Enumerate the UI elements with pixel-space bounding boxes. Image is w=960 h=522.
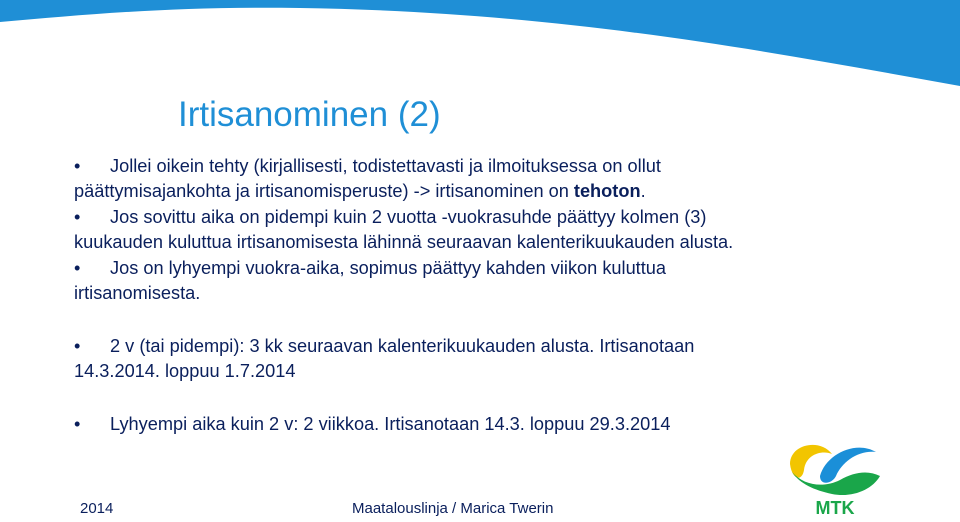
bullet-4-line1: 2 v (tai pidempi): 3 kk seuraavan kalenterikuukauden alusta. Irtisanotaan — [110, 336, 695, 356]
bullet-4-line2: 14.3.2014. loppuu 1.7.2014 — [74, 361, 296, 381]
bullet-1-emphasis: tehoton — [573, 181, 641, 201]
slide-title: Irtisanominen (2) — [178, 95, 441, 134]
bullet-item-1 — [74, 154, 854, 204]
bullet-list — [74, 154, 854, 437]
bullet-item-5 — [74, 412, 854, 437]
bullet-dot: • — [74, 414, 81, 434]
bullet-dot: • — [74, 336, 81, 356]
svg-text:MTK: MTK — [815, 498, 855, 518]
bullet-5-line1: Lyhyempi aika kuin 2 v: 2 viikkoa. Irtisanotaan 14.3. loppuu 29.3.2014 — [110, 414, 671, 434]
bullet-item-3 — [74, 256, 854, 306]
bullet-1-line2-prefix: päättymisajankohta ja irtisanomisperuste) -> irtisanominen on — [74, 181, 574, 201]
bullet-item-4 — [74, 334, 854, 384]
bullet-2-line2: kuukauden kuluttua irtisanomisesta lähinnä seuraavan kalenterikuukauden alusta. — [74, 232, 734, 252]
bullet-1-line2-suffix: . — [640, 181, 646, 201]
footer-year: 2014 — [80, 500, 114, 517]
bullet-1-line1: Jollei oikein tehty (kirjallisesti, todistettavasti ja ilmoituksessa on ollut — [110, 156, 661, 176]
bullet-2-line1: Jos sovittu aika on pidempi kuin 2 vuotta -vuokrasuhde päättyy kolmen (3) — [110, 207, 707, 227]
header-banner — [0, 0, 960, 110]
bullet-item-2 — [74, 205, 854, 255]
mtk-logo-icon — [780, 436, 890, 518]
bullet-3-line1: Jos on lyhyempi vuokra-aika, sopimus päättyy kahden viikon kuluttua — [110, 258, 667, 278]
bullet-dot: • — [74, 207, 81, 227]
bullet-3-line2: irtisanomisesta. — [74, 283, 201, 303]
bullet-dot: • — [74, 258, 81, 278]
bullet-dot: • — [74, 156, 81, 176]
footer-presenter: Maatalouslinja / Marica Twerin — [352, 500, 554, 517]
